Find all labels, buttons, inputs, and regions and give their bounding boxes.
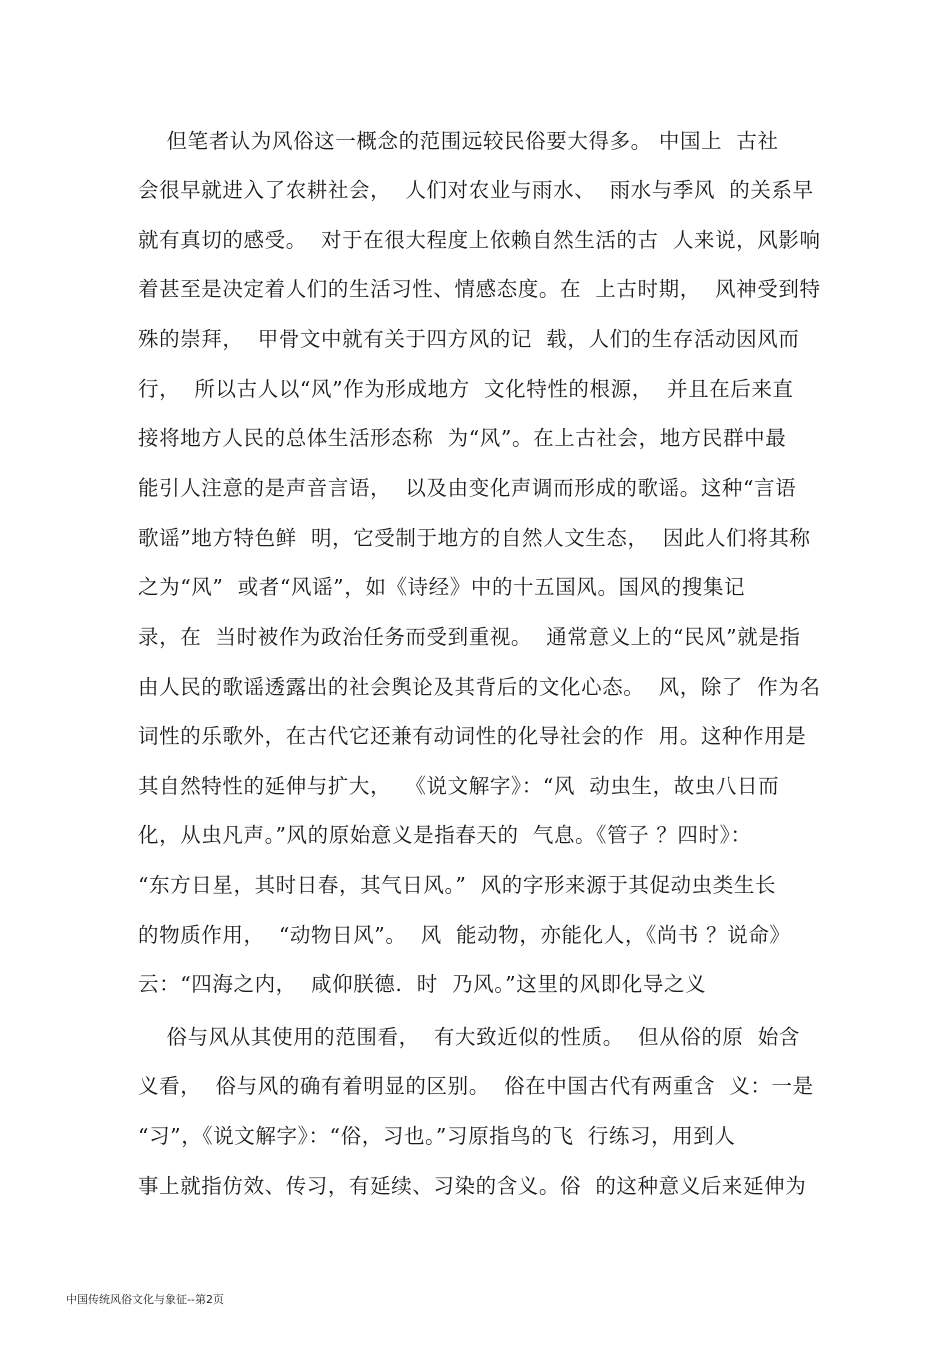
body-text-line: 云：“四海之内， 咸仰朕德. 时 乃风。”这里的风即化导之义 <box>138 972 707 996</box>
body-text-line: 词性的乐歌外，在古代它还兼有动词性的化导社会的作 用。这种作用是 <box>138 724 807 748</box>
body-text-line: 就有真切的感受。 对于在很大程度上依赖自然生活的古 人来说，风影响 <box>138 228 821 252</box>
body-text-line: 但笔者认为风俗这一概念的范围远较民俗要大得多。 中国上 古社 <box>138 129 779 153</box>
body-text-line: 着甚至是决定着人们的生活习性、情感态度。在 上古时期， 风神受到特 <box>138 277 821 301</box>
body-text-line: 由人民的歌谣透露出的社会舆论及其背后的文化心态。 风，除了 作为名 <box>138 675 821 699</box>
page-footer: 中国传统风俗文化与象征--第2页 <box>66 1293 224 1306</box>
body-text-line: “东方日星，其时日春，其气日风。” 风的字形来源于其促动虫类生长 <box>138 873 777 897</box>
body-text-line: 之为“风” 或者“风谣”，如《诗经》中的十五国风。国风的搜集记 <box>138 575 746 599</box>
body-text-line: 俗与风从其使用的范围看， 有大致近似的性质。 但从俗的原 始含 <box>138 1025 800 1049</box>
body-text-line: 其自然特性的延伸与扩大， 《说文解字》：“风 动虫生，故虫八日而 <box>138 774 780 798</box>
body-text-line: 歌谣”地方特色鲜 明，它受制于地方的自然人文生态， 因此人们将其称 <box>138 526 811 550</box>
body-text-line: 录，在 当时被作为政治任务而受到重视。 通常意义上的“民风”就是指 <box>138 625 801 649</box>
body-text-line: 会很早就进入了农耕社会， 人们对农业与雨水、 雨水与季风 的关系早 <box>138 178 814 202</box>
body-text-line: 行， 所以古人以“风”作为形成地方 文化特性的根源， 并且在后来直 <box>138 377 794 401</box>
body-text-line: 化，从虫凡声。”风的原始意义是指春天的 气息。《管子 ？四时》： <box>138 823 752 847</box>
body-text-line: 义看， 俗与风的确有着明显的区别。 俗在中国古代有两重含 义：一是 <box>138 1074 814 1098</box>
body-text-line: 事上就指仿效、传习，有延续、习染的含义。俗 的这种意义后来延伸为 <box>138 1174 807 1198</box>
body-text-line: 接将地方人民的总体生活形态称 为“风”。在上古社会，地方民群中最 <box>138 426 787 450</box>
body-text-line: 的物质作用， “动物日风”。 风 能动物，亦能化人，《尚书 ？说命》 <box>138 923 791 947</box>
body-text-line: “习”，《说文解字》：“俗，习也。”习原指鸟的飞 行练习，用到人 <box>138 1124 736 1148</box>
body-text-line: 能引人注意的是声音言语， 以及由变化声调而形成的歌谣。这种“言语 <box>138 476 797 500</box>
body-text-line: 殊的崇拜， 甲骨文中就有关于四方风的记 载，人们的生存活动因风而 <box>138 327 800 351</box>
